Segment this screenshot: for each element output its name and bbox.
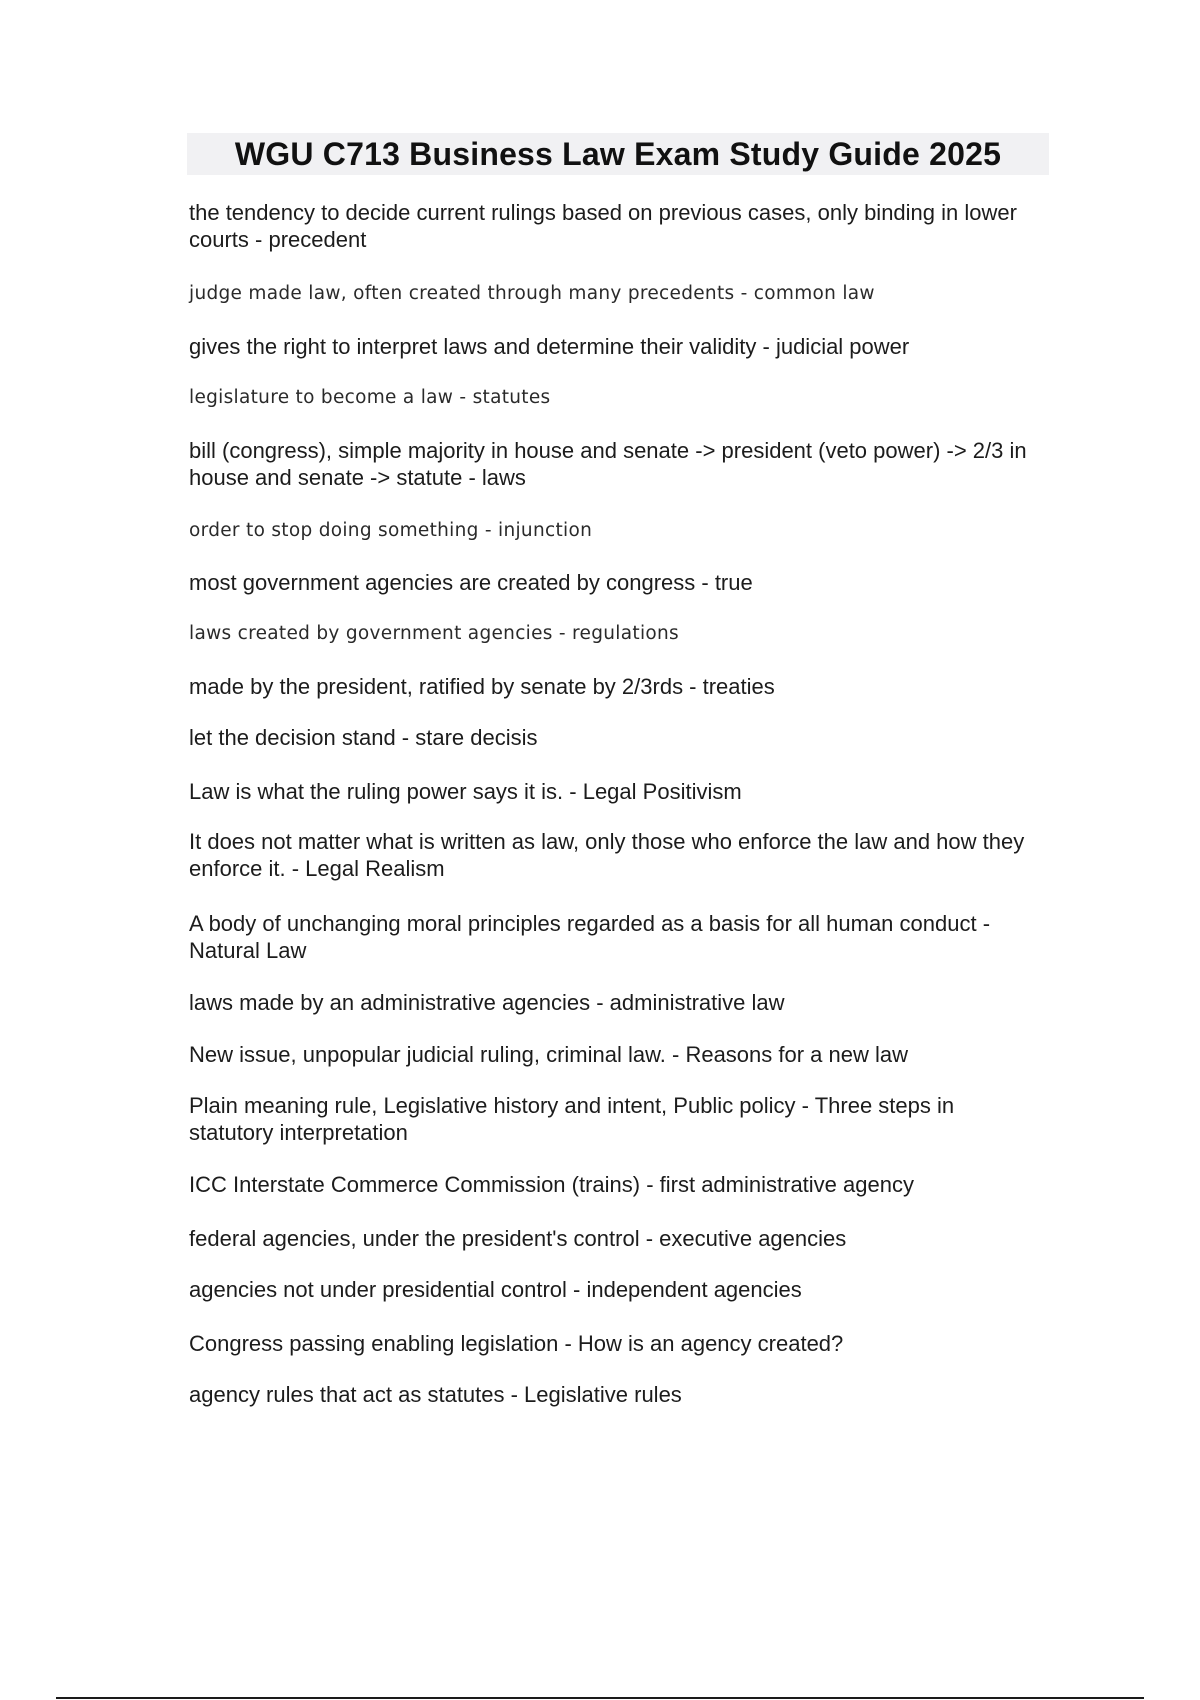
list-item: agency rules that act as statutes - Legislative rules <box>189 1382 682 1407</box>
list-item: legislature to become a law - statutes <box>189 387 551 408</box>
list-item: made by the president, ratified by senate by 2/3rds - treaties <box>189 674 775 699</box>
list-item: federal agencies, under the president's control - executive agencies <box>189 1226 847 1251</box>
list-item: bill (congress), simple majority in house and senate -> president (veto power) -> 2/3 in house and senate -> statute - laws <box>189 438 1027 490</box>
list-item: It does not matter what is written as law, only those who enforce the law and how they enforce it. - Legal Realism <box>189 829 1025 881</box>
list-item: agencies not under presidential control - independent agencies <box>189 1277 802 1302</box>
list-item: laws created by government agencies - regulations <box>189 623 679 644</box>
list-item: most government agencies are created by congress - true <box>189 570 753 595</box>
list-item: New issue, unpopular judicial ruling, criminal law. - Reasons for a new law <box>189 1042 908 1067</box>
list-item: order to stop doing something - injunction <box>189 520 593 541</box>
page-title: WGU C713 Business Law Exam Study Guide 2025 <box>234 135 1002 172</box>
list-item: ICC Interstate Commerce Commission (trains) - first administrative agency <box>189 1172 914 1197</box>
list-item: let the decision stand - stare decisis <box>189 725 538 750</box>
list-item: Law is what the ruling power says it is. - Legal Positivism <box>189 779 742 804</box>
list-item: Plain meaning rule, Legislative history and intent, Public policy - Three steps in statutory interpretation <box>189 1093 955 1145</box>
list-item: A body of unchanging moral principles regarded as a basis for all human conduct - Natural Law <box>189 911 991 963</box>
list-item: judge made law, often created through many precedents - common law <box>189 283 875 304</box>
list-item: laws made by an administrative agencies - administrative law <box>189 990 785 1015</box>
list-item: Congress passing enabling legislation - How is an agency created? <box>189 1331 844 1356</box>
list-item: gives the right to interpret laws and determine their validity - judicial power <box>189 334 910 359</box>
bottom-divider <box>56 1697 1144 1699</box>
list-item: the tendency to decide current rulings based on previous cases, only binding in lower courts - precedent <box>189 200 1017 252</box>
